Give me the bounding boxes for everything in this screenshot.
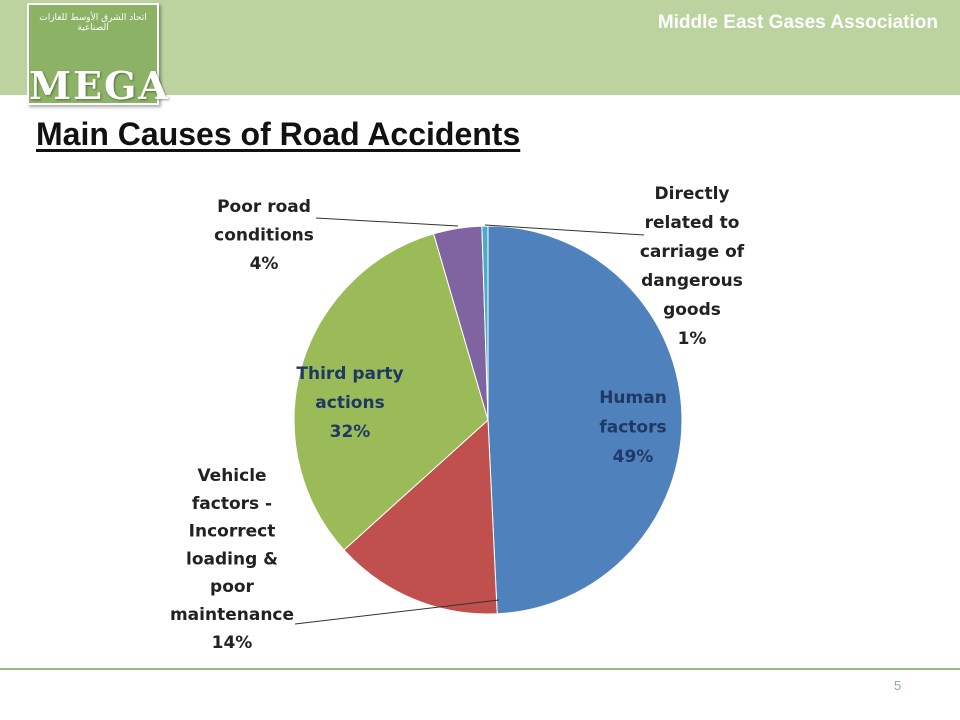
slice-label-line: Poor road [217,197,311,217]
org-name: Middle East Gases Association [657,12,938,33]
footer-divider [0,668,960,670]
slice-label-line: Directly [654,184,730,204]
slice-label-line: poor [210,577,254,598]
page-number: 5 [894,678,902,693]
logo-arabic-text: اتحاد الشرق الأوسط للغازات الصناعية [39,13,147,33]
slice-label-line: Incorrect [188,521,276,542]
slice-label-line: 49% [612,447,654,467]
slice-label-line: 4% [249,254,279,274]
slice-label-line: conditions [214,225,314,246]
slice-label-line: maintenance [169,605,295,625]
logo-wordmark: MEGA [29,63,170,108]
slice-label-line: goods [663,300,721,320]
slice-label-line: factors [599,417,667,438]
slice-label-line: dangerous [641,271,743,291]
leader-line-3 [316,218,458,226]
slice-label-line: related to [644,213,740,233]
slice-label-line: actions [315,393,385,413]
slice-label-line: 32% [329,422,371,442]
slice-label-3 [214,197,314,274]
slice-label-1 [170,466,294,653]
slice-label-line: Human [599,388,667,408]
slice-label-line: factors - [191,493,273,514]
slide-title: Main Causes of Road Accidents [36,116,521,152]
slice-label-line: 14% [211,632,253,653]
slice-label-line: carriage of [639,242,745,262]
slice-label-line: Third party [296,364,404,384]
slice-label-line: loading & [186,549,278,570]
slice-label-line: Vehicle [197,466,267,486]
slice-label-line: 1% [677,329,707,349]
